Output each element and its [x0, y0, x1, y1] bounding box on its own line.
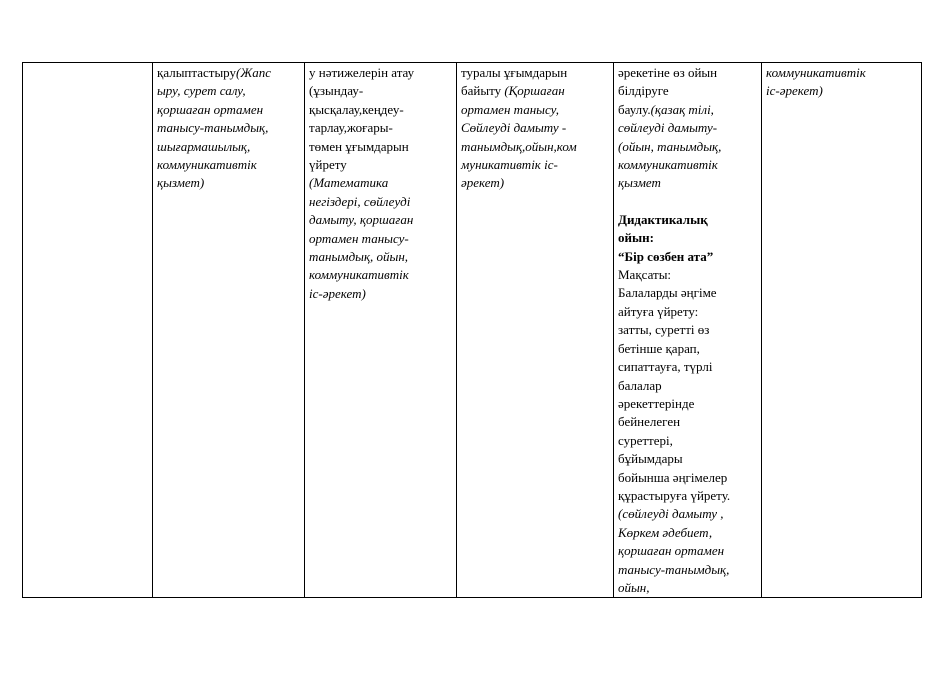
cell-5-game-heading: Дидактикалық ойын: “Бір сөзбен ата”	[618, 211, 714, 264]
cell-5-italic-top: (қазақ тілі, сөйлеуді дамыту- (ойын, танымдық, коммуникативтік қызмет	[618, 101, 722, 191]
table-cell-3	[305, 63, 457, 598]
cell-5-italic-body: (сөйлеуді дамыту , Көркем әдебиет, қоршаған ортамен танысу-танымдық, ойын,	[618, 506, 730, 595]
table-cell-4	[457, 63, 614, 598]
cell-4-normal: туралы ұғымдарын байыту	[461, 65, 568, 99]
cell-3-italic: (Математика негіздері, сөйлеуді дамыту, қоршаған ортамен танысу- танымдық, ойын, коммуникативтік іс-әрекет)	[309, 175, 414, 301]
cell-6-italic: коммуникативтік іс-әрекет)	[766, 65, 866, 99]
cell-5-normal-top: әрекетіне өз ойын білдіруге баулу.	[618, 65, 718, 117]
cell-4-italic: (Қоршаған ортамен танысу, Сөйлеуді дамыту - танымдық,ойын,ком муникативтік іс- әрекет)	[461, 83, 577, 191]
cell-2-normal: қалыптастыру	[157, 65, 237, 80]
table-row	[23, 63, 922, 598]
table-cell-2	[153, 63, 305, 598]
cell-2-italic: (Жапс ыру, сурет салу, қоршаған ортамен танысу-танымдық, шығармашылық, коммуникативтік қызмет)	[157, 65, 272, 191]
cell-5-spacer	[618, 193, 757, 211]
cell-3-normal: у нәтижелерін атау (ұзындау- қысқалау,кеңдеу- тарлау,жоғары- төмен ұғымдарын үйрету	[309, 65, 415, 173]
table-cell-5	[614, 63, 762, 598]
cell-5-body: Мақсаты: Балаларды әңгіме айтуға үйрету: затты, суретті өз бетінше қарап, сипаттауға, түрлі балалар әрекеттерінде бейнелеген суреттері, бұйымдары бойынша әңгімелер құрастыруға үйрету.	[618, 267, 731, 503]
table-cell-6	[762, 63, 922, 598]
plan-table	[22, 62, 922, 598]
table-cell-1	[23, 63, 153, 598]
